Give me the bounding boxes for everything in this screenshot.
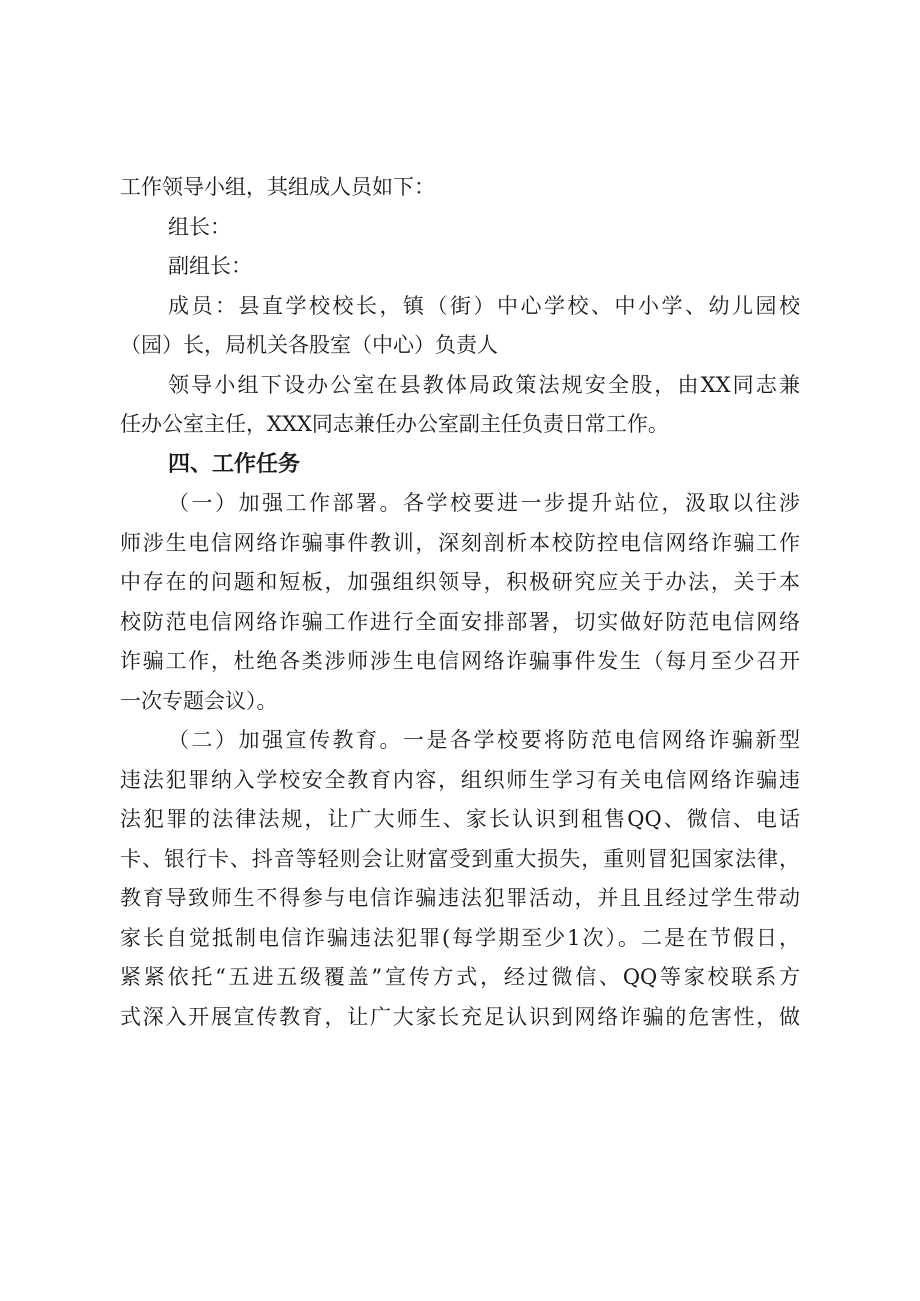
text-line: 法犯罪的法律法规，让广大师生、家长认识到租售QQ、微信、电话 xyxy=(120,807,800,831)
text-line: 家长自觉抵制电信诈骗违法犯罪(每学期至少1次）。二是在节假日， xyxy=(120,925,800,950)
text-line: 副组长： xyxy=(168,254,252,278)
text-line: 组长： xyxy=(168,214,231,239)
text-line: 诈骗工作，杜绝各类涉师涉生电信网络诈骗事件发生（每月至少召开 xyxy=(120,649,800,673)
text-line: 工作领导小组，其组成人员如下： xyxy=(120,175,435,199)
text-line: 成员：县直学校校长，镇（街）中心学校、中小学、幼儿园校 xyxy=(168,293,800,318)
text-line: 一次专题会议）。 xyxy=(120,688,278,713)
text-line: 中存在的问题和短板，加强组织领导，积极研究应关于办法，关于本 xyxy=(120,570,800,594)
text-line: 违法犯罪纳入学校安全教育内容，组织师生学习有关电信网络诈骗违 xyxy=(120,767,800,792)
text-line: 师涉生电信网络诈骗事件教训，深刻剖析本校防控电信网络诈骗工作 xyxy=(120,530,800,555)
text-line: 教育导致师生不得参与电信诈骗违法犯罪活动，并且且经过学生带动 xyxy=(120,886,800,910)
text-line: （二）加强宣传教育。一是各学校要将防范电信网络诈骗新型 xyxy=(168,728,800,752)
text-line: 任办公室主任，XXX同志兼任办公室副主任负责日常工作。 xyxy=(120,412,669,436)
text-line: （园）长，局机关各股室（中心）负责人 xyxy=(120,333,498,357)
text-line: 式深入开展宣传教育，让广大家长充足认识到网络诈骗的危害性，做 xyxy=(120,1004,800,1029)
text-line: （一）加强工作部署。各学校要进一步提升站位，汲取以往涉 xyxy=(168,491,800,515)
document-body xyxy=(120,168,800,1037)
section-heading: 四、工作任务 xyxy=(168,451,301,477)
text-line: 校防范电信网络诈骗工作进行全面安排部署，切实做好防范电信网络 xyxy=(120,609,800,634)
text-line: 领导小组下设办公室在县教体局政策法规安全股，由XX同志兼 xyxy=(168,372,800,397)
text-line: 紧紧依托“五进五级覆盖”宣传方式，经过微信、QQ等家校联系方 xyxy=(120,965,800,989)
text-line: 卡、银行卡、抖音等轻则会让财富受到重大损失，重则冒犯国家法律， xyxy=(120,846,800,871)
